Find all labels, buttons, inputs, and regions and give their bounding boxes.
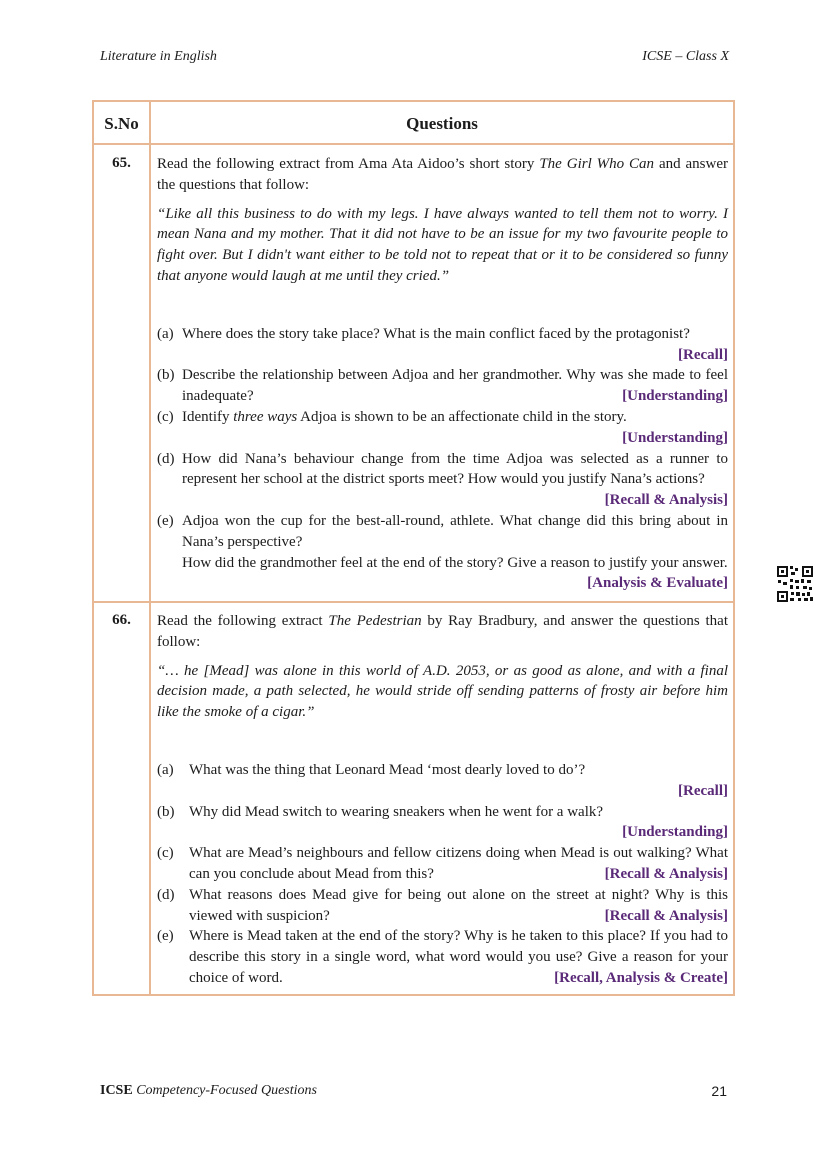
q65-intro: Read the following extract from Ama Ata Aidoo’s short story The Girl Who Can and answer the questions that follow:	[157, 156, 728, 193]
q65-extract: “Like all this business to do with my legs. I have always wanted to tell them not to worry. I mean Nana and my mother. That it did not have to be an issue for my two favourite people to fight over. But I didn't want either to be told not to repeat that or it to be considered so funny that anyone would laugh at me until they cried.”	[157, 205, 728, 284]
q66-extract: “… he [Mead] was alone in this world of A.D. 2053, or as good as alone, and with a final decision made, a path selected, he would stride off sending patterns of frosty air before him like the smoke of a cigar.”	[157, 662, 728, 721]
sno-header: S.No	[104, 114, 139, 133]
q65-part-e: (e) Adjoa won the cup for the best-all-round, athlete. What change did this bring about in Nana’s perspective? How did the grandmother feel at the end of the story? Give a reason to justify your answer. [Analysis & Evaluate]	[157, 511, 728, 594]
questions-table	[92, 100, 735, 996]
q65-part-c: (c) Identify three ways Adjoa is shown to be an affectionate child in the story. [Understanding]	[157, 408, 728, 446]
question-number-65: 65.	[112, 155, 131, 171]
skill-tag: [Recall, Analysis & Create]	[554, 969, 728, 986]
page-number: 21	[711, 1083, 727, 1099]
story-title: The Girl Who Can	[539, 156, 655, 172]
running-header-left: Literature in English	[100, 49, 217, 64]
questions-header: Questions	[406, 114, 478, 133]
q65-part-a: (a) Where does the story take place? What is the main conflict faced by the protagonist? [Recall]	[157, 325, 728, 363]
row-divider	[94, 601, 733, 603]
story-title: The Pedestrian	[328, 613, 422, 629]
column-divider	[149, 102, 151, 994]
skill-tag: [Recall & Analysis]	[604, 907, 728, 924]
q66-part-b: (b) Why did Mead switch to wearing sneakers when he went for a walk? [Understanding]	[157, 803, 728, 841]
skill-tag: [Recall]	[678, 346, 728, 363]
qr-code-icon[interactable]	[776, 565, 814, 603]
question-number-66: 66.	[112, 612, 131, 628]
q66-part-a: (a) What was the thing that Leonard Mead ‘most dearly loved to do’? [Recall]	[157, 761, 728, 799]
question-66	[157, 611, 728, 989]
skill-tag: [Understanding]	[622, 824, 728, 841]
skill-tag: [Analysis & Evaluate]	[587, 575, 728, 592]
q65-part-d: (d) How did Nana’s behaviour change from the time Adjoa was selected as a runner to represent her school at the district sports meet? How would you justify Nana’s actions? [Recall & Analysis]	[157, 449, 728, 511]
question-65	[157, 154, 728, 594]
q66-part-c: (c) What are Mead’s neighbours and fellow citizens doing when Mead is out walking? What can you conclude about Mead from this? [Recall & Analysis]	[157, 843, 728, 885]
q65-part-b: (b) Describe the relationship between Adjoa and her grandmother. Why was she made to feel inadequate? [Understanding]	[157, 365, 728, 407]
skill-tag: [Recall & Analysis]	[604, 865, 728, 882]
q66-part-d: (d) What reasons does Mead give for being out alone on the street at night? Why is this viewed with suspicion? [Recall & Analysis]	[157, 885, 728, 927]
skill-tag: [Understanding]	[622, 429, 728, 446]
running-header-right: ICSE – Class X	[642, 49, 729, 64]
q66-intro: Read the following extract The Pedestrian by Ray Bradbury, and answer the questions that follow:	[157, 613, 728, 650]
skill-tag: [Recall & Analysis]	[604, 492, 728, 509]
footer-title: ICSE Competency-Focused Questions	[100, 1083, 317, 1098]
q66-part-e: (e) Where is Mead taken at the end of the story? Why is he taken to this place? If you had to describe this story in a single word, what word would you use? Give a reason for your choice of word. [Recall, Analysis & Create]	[157, 926, 728, 988]
header-row-divider	[94, 143, 733, 145]
skill-tag: [Understanding]	[622, 388, 728, 405]
skill-tag: [Recall]	[678, 782, 728, 799]
